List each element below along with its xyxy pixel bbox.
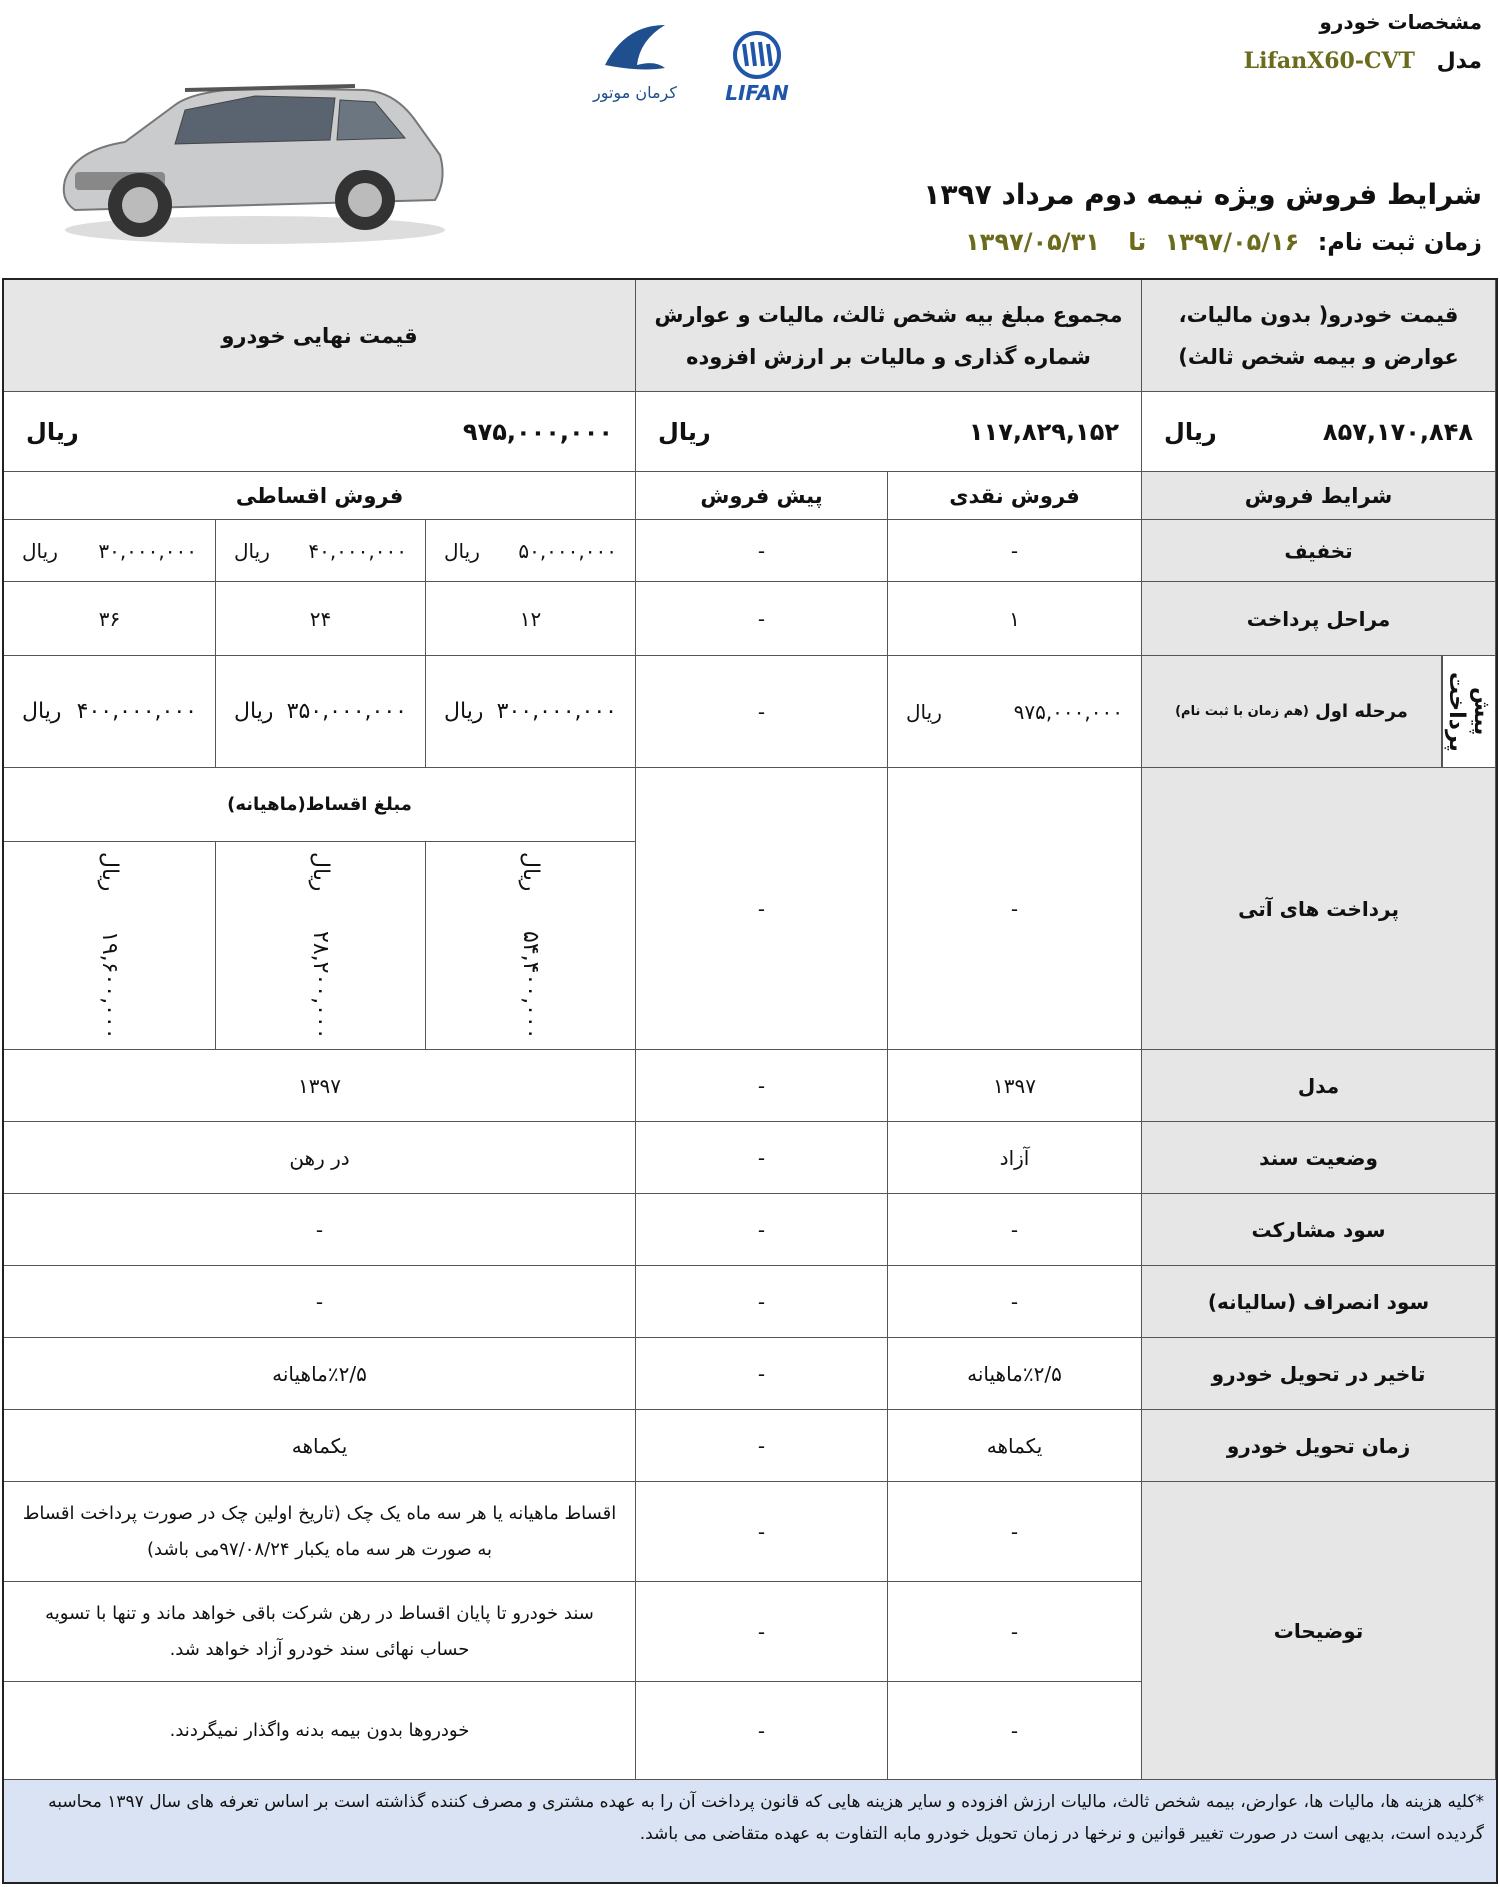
stages-label: مراحل پرداخت <box>1142 582 1496 656</box>
note1-cash: - <box>888 1482 1142 1582</box>
profit-cash: - <box>888 1194 1142 1266</box>
model-label: مدل <box>1436 49 1482 74</box>
future-cash: - <box>888 768 1142 1050</box>
prepay-inst-36 <box>4 656 216 768</box>
rial-label: ریال <box>658 417 711 446</box>
stages-cash: ۱ <box>888 582 1142 656</box>
rial-label: ریال <box>97 851 122 891</box>
reg-to: ۱۳۹۷/۰۵/۳۱ <box>965 228 1100 256</box>
rial-label: ریال <box>22 699 62 724</box>
rial-label: ریال <box>444 538 480 563</box>
kerman-motor-logo <box>585 20 685 105</box>
model-line <box>1244 48 1482 74</box>
note3-presale: - <box>636 1682 888 1780</box>
col-final-price-header: قیمت نهایی خودرو <box>4 280 636 392</box>
rial-label: ریال <box>444 699 484 724</box>
terms-header: شرایط فروش <box>1142 472 1496 520</box>
sale-title: شرایط فروش ویژه نیمه دوم مرداد ۱۳۹۷ <box>923 178 1482 211</box>
monthly-inst-36 <box>4 842 216 1050</box>
rial-label: ریال <box>518 851 543 891</box>
reg-sep: تا <box>1128 228 1147 256</box>
rial-label: ریال <box>234 699 274 724</box>
profit-install: - <box>4 1194 636 1266</box>
doc-status-presale: - <box>636 1122 888 1194</box>
delay-cash: ٪۲/۵ماهیانه <box>888 1338 1142 1410</box>
first-stage-text: مرحله اول <box>1315 701 1408 722</box>
reg-label: زمان ثبت نام: <box>1317 228 1482 256</box>
note1-install: اقساط ماهیانه یا هر سه ماه یک چک (تاریخ اولین چک در صورت پرداخت اقساط به صورت هر سه ماه یکبار ۹۷/۰۸/۲۴می باشد) <box>4 1482 636 1582</box>
note2-install: سند خودرو تا پایان اقساط در رهن شرکت باقی خواهد ماند و تنها با تسویه حساب نهائی سند خودرو آزاد خواهد شد. <box>4 1582 636 1682</box>
doc-status-install: در رهن <box>4 1122 636 1194</box>
monthly-inst-12 <box>426 842 636 1050</box>
future-presale: - <box>636 768 888 1050</box>
note2-presale: - <box>636 1582 888 1682</box>
stages-inst-36: ۳۶ <box>4 582 216 656</box>
cancel-presale: - <box>636 1266 888 1338</box>
footer-note: *کلیه هزینه ها، مالیات ها، عوارض، بیمه شخص ثالث، مالیات ارزش افزوده و سایر هزینه هایی که قانون پرداخت آن را به عهده مشتری و مصرف کننده گذاشته است بر اساس تعرفه های سال ۱۳۹۷ محاسبه گردیده است، بدیهی است در صورت تغییر قوانین و نرخها در زمان تحویل خودرو مابه التفاوت به عهده متقاضی می باشد. <box>4 1780 1496 1882</box>
discount-value: ۴۰,۰۰۰,۰۰۰ <box>308 538 407 563</box>
final-price-cell <box>4 392 636 472</box>
base-price-cell <box>1142 392 1496 472</box>
monthly-installment-title: مبلغ اقساط(ماهیانه) <box>4 768 636 842</box>
model-year-label: مدل <box>1142 1050 1496 1122</box>
prepay-inst-24 <box>216 656 426 768</box>
installment-header: فروش اقساطی <box>4 472 636 520</box>
base-price-value: ۸۵۷,۱۷۰,۸۴۸ <box>1322 417 1473 446</box>
model-year-presale: - <box>636 1050 888 1122</box>
rial-label: ریال <box>1164 417 1217 446</box>
note1-presale: - <box>636 1482 888 1582</box>
specs-title: مشخصات خودرو <box>1319 10 1482 34</box>
sales-conditions-table <box>2 278 1498 1884</box>
future-payments-label: پرداخت های آتی <box>1142 768 1496 1050</box>
delivery-presale: - <box>636 1410 888 1482</box>
prepay-value: ۳۵۰,۰۰۰,۰۰۰ <box>286 699 407 724</box>
doc-status-cash: آزاد <box>888 1122 1142 1194</box>
kerman-logo-text: کرمان موتور <box>592 83 678 102</box>
discount-value: ۵۰,۰۰۰,۰۰۰ <box>518 538 617 563</box>
taxes-value: ۱۱۷,۸۲۹,۱۵۲ <box>968 417 1119 446</box>
note2-cash: - <box>888 1582 1142 1682</box>
cancel-label: سود انصراف (سالیانه) <box>1142 1266 1496 1338</box>
model-year-install: ۱۳۹۷ <box>4 1050 636 1122</box>
rial-label: ریال <box>22 538 58 563</box>
presale-header: پیش فروش <box>636 472 888 520</box>
discount-presale: - <box>636 520 888 582</box>
monthly-inst-24 <box>216 842 426 1050</box>
cancel-install: - <box>4 1266 636 1338</box>
model-year-cash: ۱۳۹۷ <box>888 1050 1142 1122</box>
delivery-label: زمان تحویل خودرو <box>1142 1410 1496 1482</box>
cash-header: فروش نقدی <box>888 472 1142 520</box>
delay-label: تاخیر در تحویل خودرو <box>1142 1338 1496 1410</box>
lifan-logo <box>712 30 802 105</box>
delivery-install: یکماهه <box>4 1410 636 1482</box>
delay-install: ٪۲/۵ماهیانه <box>4 1338 636 1410</box>
cancel-cash: - <box>888 1266 1142 1338</box>
discount-inst-36 <box>4 520 216 582</box>
rial-label: ریال <box>234 538 270 563</box>
prepay-value: ۴۰۰,۰۰۰,۰۰۰ <box>76 699 197 724</box>
reg-from: ۱۳۹۷/۰۵/۱۶ <box>1164 228 1300 256</box>
registration-period <box>965 228 1482 256</box>
model-value: LifanX60-CVT <box>1243 48 1415 74</box>
col-base-price-header: قیمت خودرو( بدون مالیات، عوارض و بیمه شخص ثالث) <box>1142 280 1496 392</box>
discount-label: تخفیف <box>1142 520 1496 582</box>
first-stage-note: (هم زمان با ثبت نام) <box>1175 704 1309 719</box>
final-price-value: ۹۷۵,۰۰۰,۰۰۰ <box>462 417 613 446</box>
profit-presale: - <box>636 1194 888 1266</box>
discount-value: ۳۰,۰۰۰,۰۰۰ <box>98 538 197 563</box>
doc-status-label: وضعیت سند <box>1142 1122 1496 1194</box>
prepay-cash <box>888 656 1142 768</box>
delivery-cash: یکماهه <box>888 1410 1142 1482</box>
monthly-value: ۲۸,۲۰۰,۰۰۰ <box>308 930 333 1040</box>
prepay-presale: - <box>636 656 888 768</box>
note3-cash: - <box>888 1682 1142 1780</box>
prepay-value: ۳۰۰,۰۰۰,۰۰۰ <box>496 699 617 724</box>
stages-presale: - <box>636 582 888 656</box>
notes-label: توضیحات <box>1142 1482 1496 1780</box>
stages-inst-12: ۱۲ <box>426 582 636 656</box>
monthly-value: ۱۹,۶۰۰,۰۰۰ <box>97 930 122 1040</box>
discount-inst-24 <box>216 520 426 582</box>
discount-inst-12 <box>426 520 636 582</box>
lifan-logo-text: LIFAN <box>725 81 789 105</box>
monthly-value: ۵۴,۴۰۰,۰۰۰ <box>518 930 543 1040</box>
taxes-cell <box>636 392 1142 472</box>
prepay-inst-12 <box>426 656 636 768</box>
car-image <box>35 60 455 250</box>
delay-presale: - <box>636 1338 888 1410</box>
stages-inst-24: ۲۴ <box>216 582 426 656</box>
profit-label: سود مشارکت <box>1142 1194 1496 1266</box>
rial-label: ریال <box>308 851 333 891</box>
note3-install: خودروها بدون بیمه بدنه واگذار نمیگردند. <box>4 1682 636 1780</box>
prepayment-side-label: پیش پرداخت <box>1442 656 1496 768</box>
rial-label: ریال <box>906 699 942 724</box>
prepay-value: ۹۷۵,۰۰۰,۰۰۰ <box>1013 699 1123 724</box>
first-stage-label <box>1142 656 1442 768</box>
col-taxes-header: مجموع مبلغ بیه شخص ثالث، مالیات و عوارش شماره گذاری و مالیات بر ارزش افزوده <box>636 280 1142 392</box>
rial-label: ریال <box>26 417 79 446</box>
discount-cash: - <box>888 520 1142 582</box>
